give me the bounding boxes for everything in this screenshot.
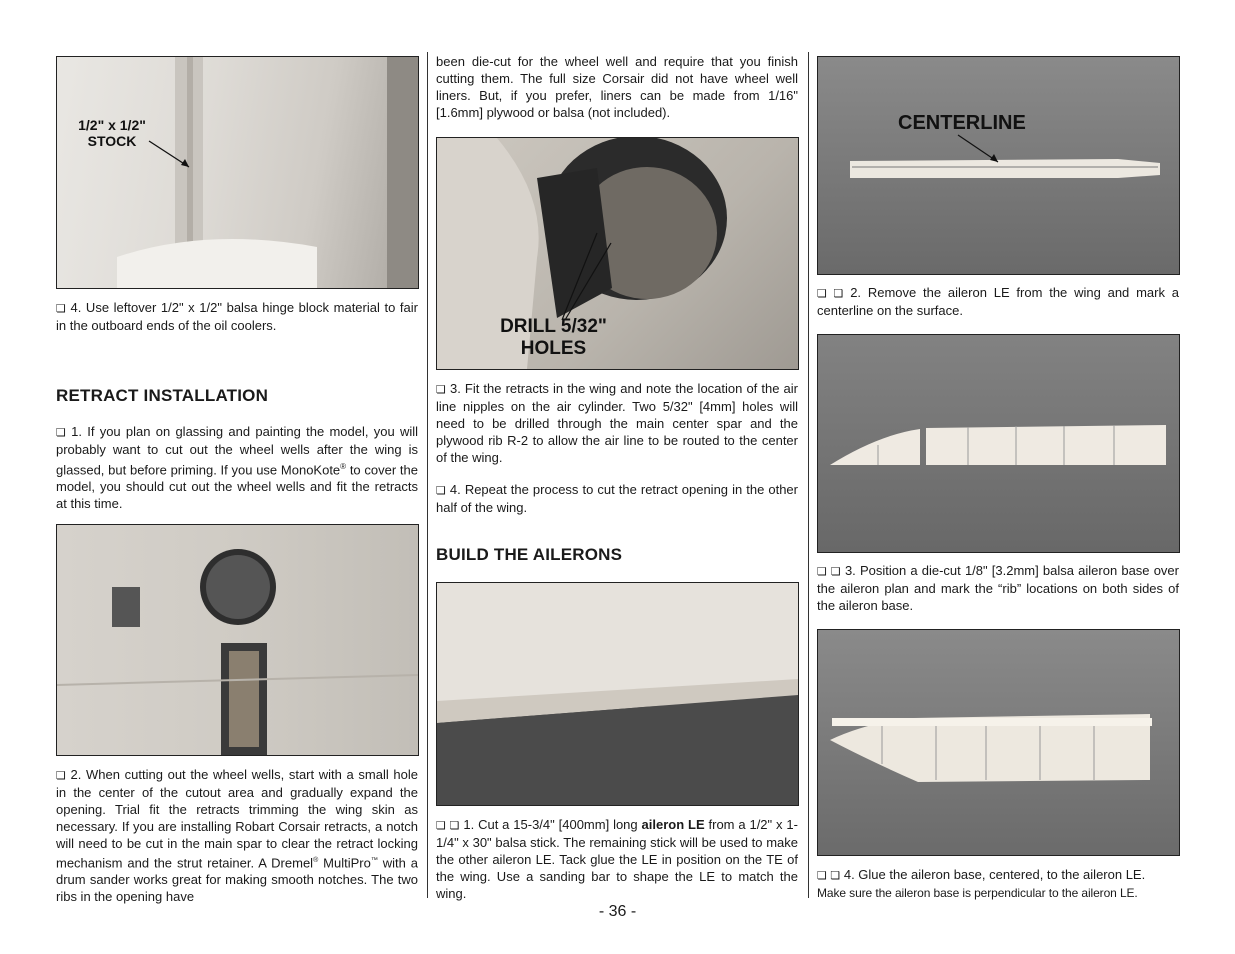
photo-aileron-base [817, 334, 1180, 553]
photo-label-stock: 1/2" x 1/2" STOCK [78, 117, 146, 150]
photo-wheel-well [56, 524, 419, 756]
checkbox-icon[interactable]: ❏ ❏ [817, 869, 841, 882]
column-divider-1 [427, 52, 428, 898]
step-2-remove-le: ❏ ❏ 2. Remove the aileron LE from the wing and mark a centerline on the surface. [817, 285, 1179, 318]
column-divider-2 [808, 52, 809, 898]
aileron-le-sketch [437, 583, 798, 805]
centerline-sketch [818, 57, 1179, 274]
photo-hinge-stock [56, 56, 419, 289]
checkbox-icon[interactable]: ❏ ❏ [817, 287, 844, 300]
step-4-oil-coolers: ❏ 4. Use leftover 1/2" x 1/2" balsa hinge block material to fair in the outboard ends of the oil coolers. [56, 300, 418, 333]
wheel-well-sketch [57, 525, 418, 755]
step-4-glue-base: ❏ ❏ 4. Glue the aileron base, centered, to the aileron LE. Make sure the aileron base is perpendicular to the aileron LE. [817, 867, 1146, 900]
step-1-retract: ❏ 1. If you plan on glassing and painting the model, you will probably want to cut out the wheel wells after the wing is glassed, but before priming. If you use MonoKote® to cover the model, you should cut out the wheel wells and fit the retracts at this time. [56, 424, 418, 512]
checkbox-icon[interactable]: ❏ [56, 426, 66, 439]
section-title-ailerons: BUILD THE AILERONS [436, 545, 623, 564]
step-2-wheel-wells: ❏ 2. When cutting out the wheel wells, start with a small hole in the center of the cutout area and gradually expand the opening. Trial fit the retracts trimming the wing skin as necessary. If you are installing Robart Corsair retracts, a notch will need to be cut in the main spar to clear the retract locking mechanism and the strut retainer. A Dremel® MultiPro™ with a drum sander works great for making smooth notches. The two ribs in the opening have [56, 767, 418, 905]
section-title-retract: RETRACT INSTALLATION [56, 386, 269, 405]
step-3-position-base: ❏ ❏ 3. Position a die-cut 1/8" [3.2mm] balsa aileron base over the aileron plan and mark the “rib” locations on both sides of the aileron base. [817, 563, 1179, 613]
wing-sketch [57, 57, 418, 288]
step-3-fit-retracts: ❏ 3. Fit the retracts in the wing and note the location of the air line nipples on the air cylinder. Two 5/32" [4mm] holes will need to be drilled through the main center spar and the plywood rib R-2 to allow the air line to be routed to the center of the wing. [436, 381, 798, 465]
checkbox-icon[interactable]: ❏ ❏ [817, 565, 841, 578]
checkbox-icon[interactable]: ❏ [436, 383, 446, 396]
checkbox-icon[interactable]: ❏ ❏ [436, 819, 460, 832]
checkbox-icon[interactable]: ❏ [56, 769, 66, 782]
aileron-base-sketch [818, 335, 1179, 552]
photo-centerline [817, 56, 1180, 275]
step-4-repeat: ❏ 4. Repeat the process to cut the retract opening in the other half of the wing. [436, 482, 798, 515]
photo-label-drill: DRILL 5/32" HOLES [500, 316, 607, 359]
page-number: - 36 - [598, 903, 637, 920]
step-1-cut-aileron: ❏ ❏ 1. Cut a 15-3/4" [400mm] long aileron LE from a 1/2" x 1-1/4" x 30" balsa stick. The remaining stick will be used to make the other aileron LE. Tack glue the LE in position on the TE of the wing. Use a sanding bar to shape the LE to match the wing. [436, 817, 798, 901]
continued-text: been die-cut for the wheel well and require that you finish cutting them. The full size Corsair did not have wheel well liners. But, if you prefer, liners can be made from 1/16" [1.6mm] plywood or balsa (not included). [436, 54, 798, 120]
photo-drill-holes [436, 137, 799, 370]
photo-glued-aileron [817, 629, 1180, 856]
checkbox-icon[interactable]: ❏ [56, 302, 66, 315]
glued-aileron-sketch [818, 630, 1179, 855]
photo-aileron-le [436, 582, 799, 806]
checkbox-icon[interactable]: ❏ [436, 484, 446, 497]
photo-label-centerline: CENTERLINE [898, 112, 1026, 134]
